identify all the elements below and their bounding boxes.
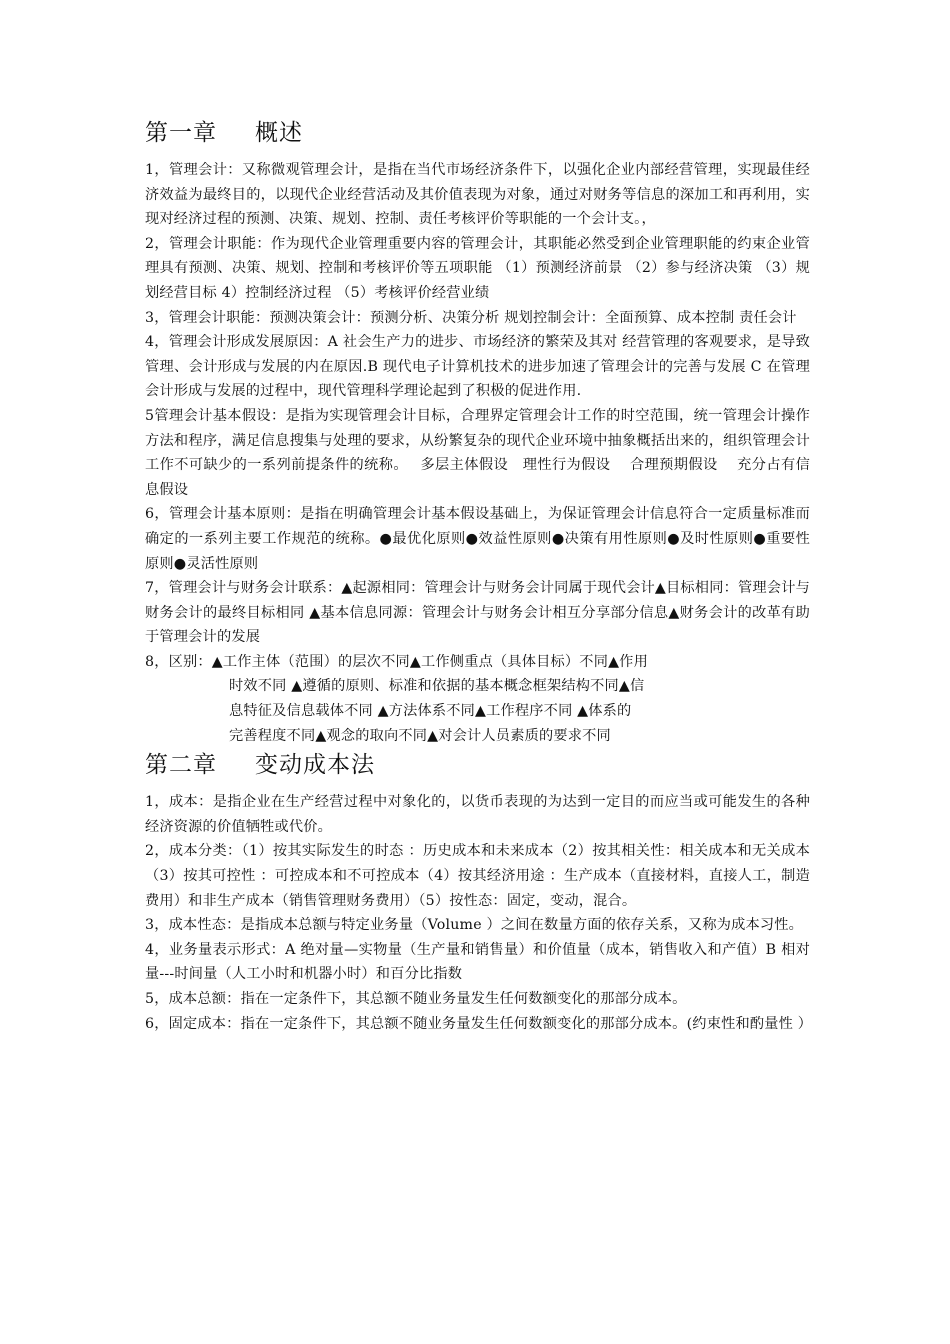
ch2-paragraph-5: 5，成本总额：指在一定条件下，其总额不随业务量发生任何数额变化的那部分成本。 xyxy=(145,991,687,1007)
chapter-1-title xyxy=(145,116,810,150)
ch1-paragraph-7: 7，管理会计与财务会计联系：▲起源相同：管理会计与财务会计同属于现代会计▲目标相同：管理会计与财务会计的最终目标相同 ▲基本信息同源：管理会计与财务会计相互分享部分信息▲财务会计的改革有助于管理会计的发展 xyxy=(145,580,810,646)
document-page xyxy=(145,116,813,1036)
ch1-paragraph-8-continuation xyxy=(145,674,810,748)
chapter-1-number: 第一章 xyxy=(145,120,217,146)
ch1-paragraph-3: 3，管理会计职能：预测决策会计：预测分析、决策分析 规划控制会计：全面预算、成本控制 责任会计 xyxy=(145,309,797,326)
indented-line: 完善程度不同▲观念的取向不同▲对会计人员素质的要求不同 xyxy=(229,727,611,744)
chapter-1-name: 概述 xyxy=(255,120,303,146)
ch2-paragraph-3: 3，成本性态：是指成本总额与特定业务量（Volume ）之间在数量方面的依存关系，又称为成本习性。 xyxy=(145,917,804,934)
indented-line: 时效不同 ▲遵循的原则、标准和依据的基本概念框架结构不同▲信 xyxy=(229,678,645,695)
chapter-2-number: 第二章 xyxy=(145,752,217,779)
ch2-paragraph-6: 6，固定成本：指在一定条件下，其总额不随业务量发生任何数额变化的那部分成本。(约束性和酌量性 ） xyxy=(145,1015,813,1032)
ch1-paragraph-8: 8，区别：▲工作主体（范围）的层次不同▲工作侧重点（具体目标）不同▲作用 xyxy=(145,653,648,670)
chapter-2-title xyxy=(145,748,810,782)
ch1-paragraph-5: 5管理会计基本假设：是指为实现管理会计目标，合理界定管理会计工作的时空范围，统一管理会计操作方法和程序，满足信息搜集与处理的要求，从纷繁复杂的现代企业环境中抽象概括出来的，组织管理会计工作不可缺少的一系列前提条件的统称。 多层主体假设 理性行为假设 合理预期假设 充分占有信息假设 xyxy=(145,407,810,498)
ch1-paragraph-6: 6，管理会计基本原则：是指在明确管理会计基本假设基础上，为保证管理会计信息符合一定质量标准而确定的一系列主要工作规范的统称。●最优化原则●效益性原则●决策有用性原则●及时性原则●重要性原则●灵活性原则 xyxy=(145,506,810,572)
ch2-paragraph-1: 1，成本：是指企业在生产经营过程中对象化的，以货币表现的为达到一定目的而应当或可能发生的各种经济资源的价值牺牲或代价。 xyxy=(145,794,810,835)
ch1-paragraph-4: 4，管理会计形成发展原因：A 社会生产力的进步、市场经济的繁荣及其对 经营管理的客观要求，是导致管理、会计形成与发展的内在原因.B 现代电子计算机技术的进步加速了管理会计的完善与发展 C 在管理会计形成与发展的过程中，现代管理科学理论起到了积极的促进作用. xyxy=(145,334,810,400)
ch1-paragraph-2: 2，管理会计职能：作为现代企业管理重要内容的管理会计，其职能必然受到企业管理职能的约束企业管理具有预测、决策、规划、控制和考核评价等五项职能 （1）预测经济前景 （2）参与经济决策 （3）规划经营目标 4）控制经济过程 （5）考核评价经营业绩 xyxy=(145,235,810,301)
ch2-paragraph-4: 4，业务量表示形式：A 绝对量—实物量（生产量和销售量）和价值量（成本，销售收入和产值）B 相对量---时间量（人工小时和机器小时）和百分比指数 xyxy=(145,941,810,983)
ch1-paragraph-1: 1，管理会计：又称微观管理会计，是指在当代市场经济条件下，以强化企业内部经营管理，实现最佳经济效益为最终目的，以现代企业经营活动及其价值表现为对象，通过对财务等信息的深加工和再利用，实现对经济过程的预测、决策、规划、控制、责任考核评价等职能的一个会计支。， xyxy=(145,162,810,228)
chapter-2-name: 变动成本法 xyxy=(255,752,375,779)
indented-line: 息特征及信息载体不同 ▲方法体系不同▲工作程序不同 ▲体系的 xyxy=(229,703,632,720)
ch2-paragraph-2: 2，成本分类：（1）按其实际发生的时态 ：历史成本和未来成本（2）按其相关性：相关成本和无关成本（3）按其可控性 ：可控成本和不可控成本（4）按其经济用途 ：生产成本（直接材料，直接人工，制造费用）和非生产成本（销售管理财务费用）（5）按性态：固定，变动，混合。 xyxy=(145,843,810,909)
